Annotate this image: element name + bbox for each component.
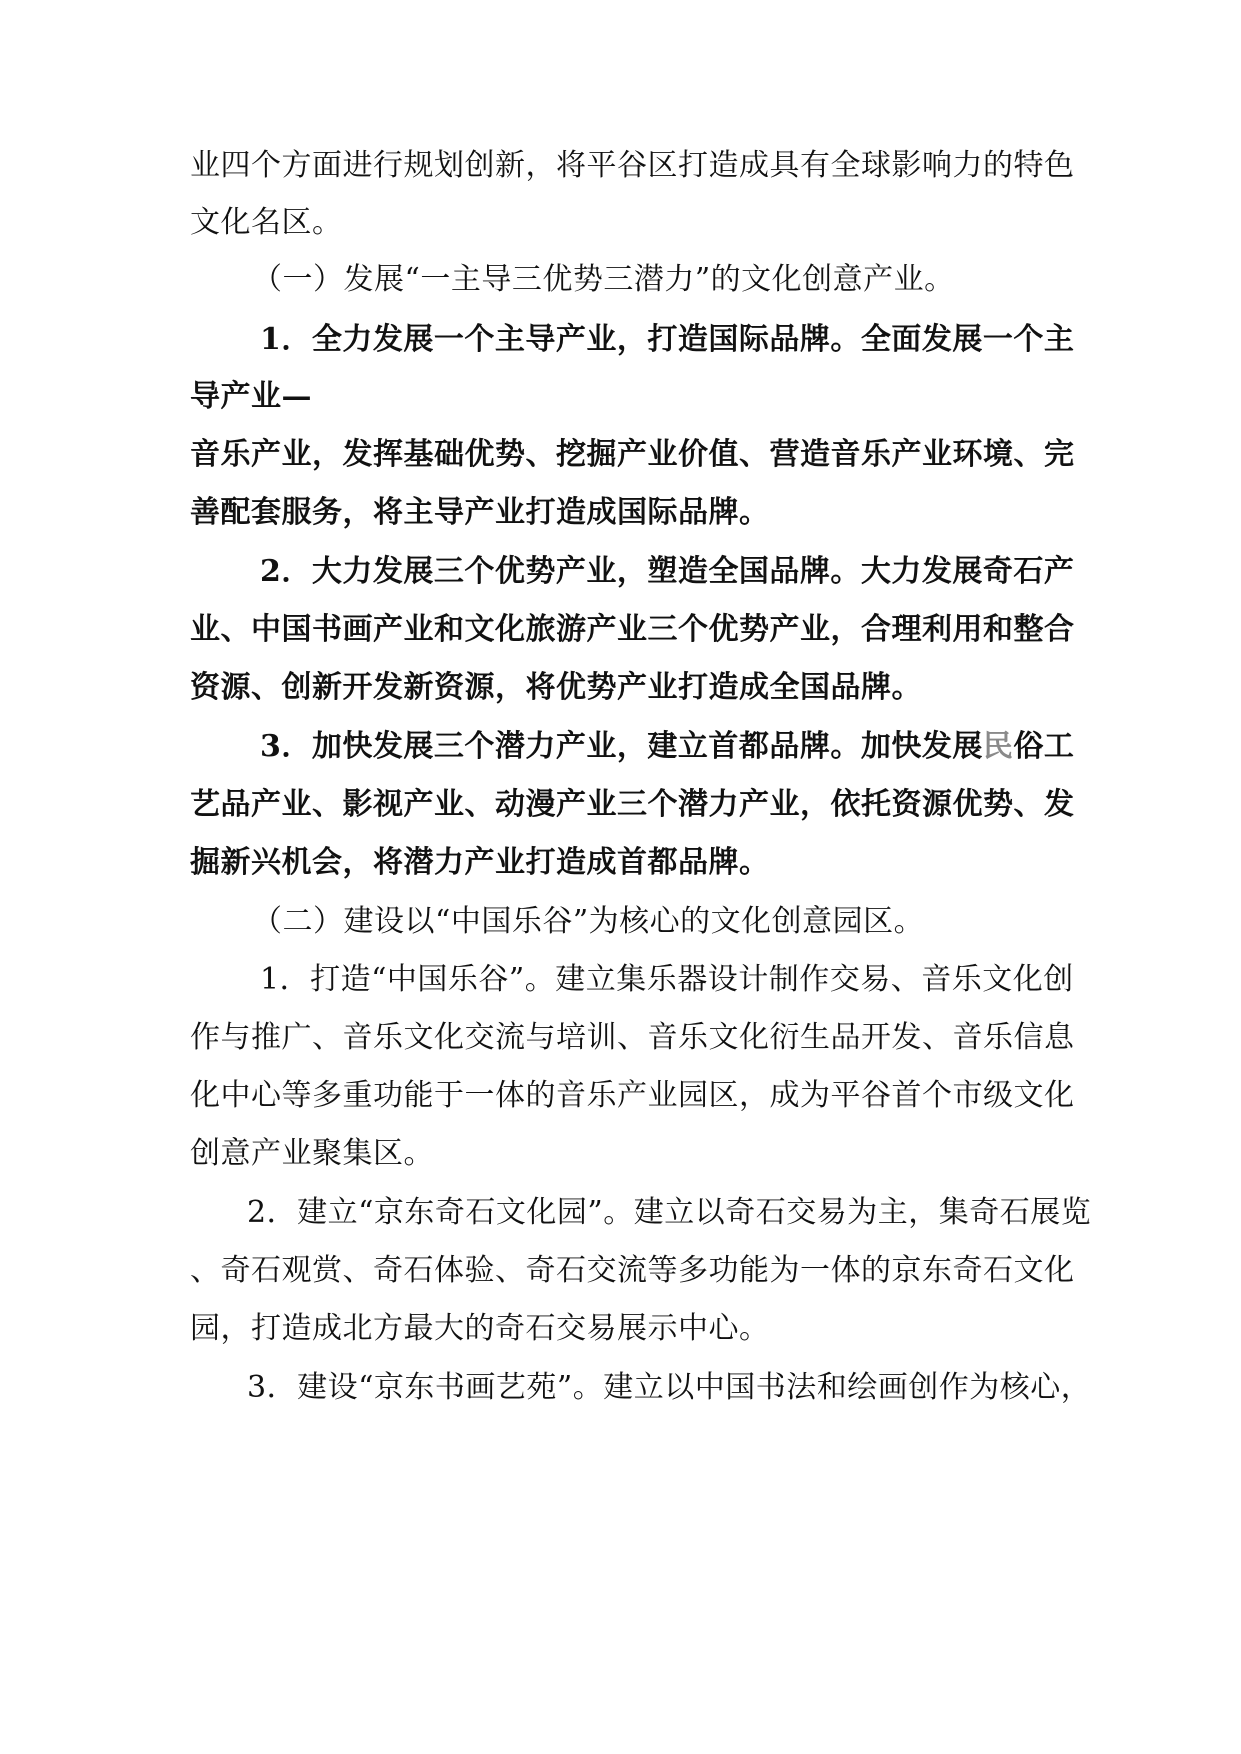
text-run: 3．加快发展三个潜力产业，建立首都品牌。加快发展	[260, 729, 983, 764]
paragraph-line: 掘新兴机会，将潜力产业打造成首都品牌。	[190, 845, 770, 880]
paragraph-line: 善配套服务，将主导产业打造成国际品牌。	[190, 495, 770, 530]
item-heading	[260, 727, 1074, 767]
item-heading: 3．建设“京东书画艺苑”。建立以中国书法和绘画创作为核心，	[247, 1370, 1092, 1405]
item-heading: 1．打造“中国乐谷”。建立集乐器设计制作交易、音乐文化创	[260, 962, 1074, 997]
paragraph-line: 资源、创新开发新资源，将优势产业打造成全国品牌。	[190, 670, 922, 705]
paragraph-line: 作与推广、音乐文化交流与培训、音乐文化衍生品开发、音乐信息	[190, 1020, 1075, 1055]
paragraph-line: 艺品产业、影视产业、动漫产业三个潜力产业，依托资源优势、发	[190, 787, 1075, 822]
highlighted-char: 民	[982, 729, 1014, 764]
paragraph-line: 文化名区。	[190, 205, 343, 240]
paragraph-line: 创意产业聚集区。	[190, 1136, 434, 1171]
item-heading: 2．建立“京东奇石文化园”。建立以奇石交易为主，集奇石展览	[247, 1195, 1092, 1230]
section-heading-2: （二）建设以“中国乐谷”为核心的文化创意园区。	[252, 904, 925, 939]
paragraph-line: 业四个方面进行规划创新，将平谷区打造成具有全球影响力的特色	[190, 148, 1075, 183]
paragraph-line: 化中心等多重功能于一体的音乐产业园区，成为平谷首个市级文化	[190, 1078, 1075, 1113]
paragraph-line: 业、中国书画产业和文化旅游产业三个优势产业，合理利用和整合	[190, 612, 1075, 647]
paragraph-line: 、奇石观赏、奇石体验、奇石交流等多功能为一体的京东奇石文化	[190, 1253, 1075, 1288]
paragraph-line: 导产业—	[190, 379, 312, 414]
text-run: 俗工	[1013, 729, 1075, 764]
paragraph-line: 音乐产业，发挥基础优势、挖掘产业价值、营造音乐产业环境、完	[190, 437, 1075, 472]
item-heading: 1．全力发展一个主导产业，打造国际品牌。全面发展一个主	[260, 322, 1075, 357]
paragraph-line: 园，打造成北方最大的奇石交易展示中心。	[190, 1311, 770, 1346]
item-heading: 2．大力发展三个优势产业，塑造全国品牌。大力发展奇石产	[260, 554, 1075, 589]
section-heading-1: （一）发展“一主导三优势三潜力”的文化创意产业。	[252, 262, 955, 297]
